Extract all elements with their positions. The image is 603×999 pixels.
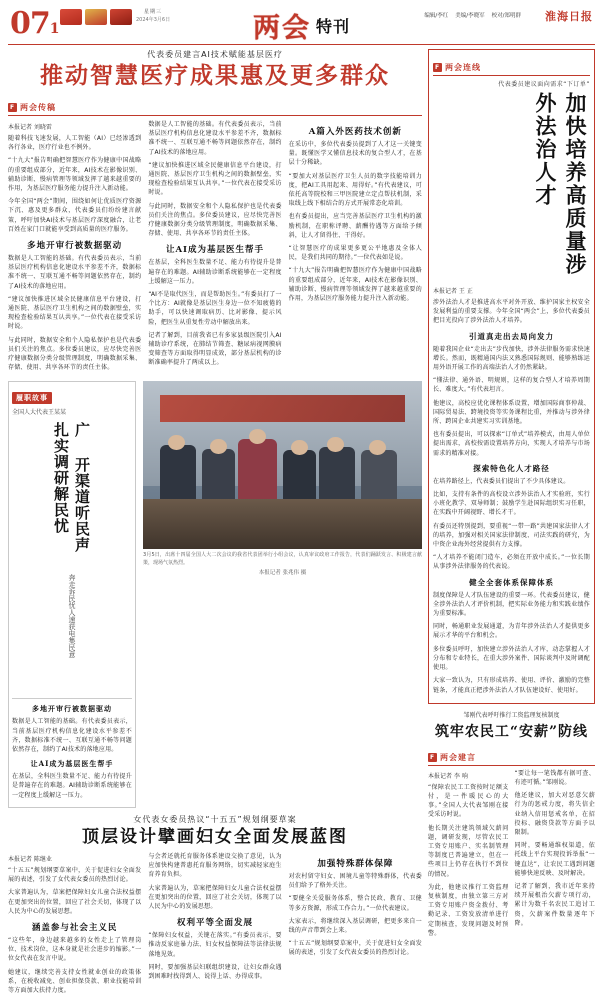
- credit-proofreader: 校对/郑明群: [491, 13, 521, 19]
- credit-editor: 编辑/李红: [424, 13, 449, 19]
- right-byline: 本报记者 王 正: [433, 288, 473, 295]
- paper-logo: 淮海日报: [545, 10, 593, 23]
- paragraph: 在基层，全科医生数量不足、能力有待提升是普遍存在的难题。AI辅助诊断系统能够在一定程度上缓解这一压力。: [12, 773, 132, 799]
- paragraph: 与会者还就托育服务体系建设交换了意见，认为应加快构建普惠托育服务网络，切实减轻家庭生育养育负担。: [148, 852, 282, 879]
- story-title: 广 开渠道听民声 扎实调研解民忧: [52, 422, 91, 554]
- date-block: [136, 8, 170, 24]
- left-zone: [8, 49, 422, 994]
- paragraph: 与此同时，数据安全和个人隐私保护也是代表委员们关注的焦点。多位委员建议，应尽快完善医疗健康数据分类分级管理制度，明确数据采集、存储、使用、共享各环节的责任主体。: [8, 336, 142, 372]
- photo-head: [291, 440, 308, 455]
- paragraph: 也有委员提出，应当完善基层医疗卫生机构的激励机制，在职称评聘、薪酬待遇等方面给予倾斜，让人才留得住、干得好。: [288, 213, 422, 239]
- masthead: [8, 6, 595, 45]
- photo-figure: [361, 450, 397, 502]
- paragraph: “要健全关爱服务体系，整合民政、教育、卫健等多方资源，形成工作合力。”一位代表建议。: [288, 895, 422, 912]
- lead-flagline: [8, 94, 422, 116]
- photo-figure: [238, 439, 277, 503]
- photo-figure: [202, 449, 235, 503]
- right-subhead-3: 健全全套体系保障体系: [469, 577, 554, 587]
- lead-column-2: [148, 120, 281, 376]
- story-box: [8, 381, 136, 807]
- paragraph: “十五五”规划纲要草案中，关于促进妇女全面发展的表述，引发了女代表女委员的热烈讨论。: [8, 866, 142, 884]
- paragraph: “让智慧医疗的成果更多更公平地惠及全体人民，是我们共同的期待。”一位代表如是说。: [288, 245, 422, 262]
- paragraph: 数据是人工智能的基础。有代表委员表示，当前基层医疗机构信息化建设水平参差不齐，数据标准不统一、互联互通不畅等问题依然存在，制约了AI技术的落地应用。: [12, 718, 132, 754]
- paragraph: 也有委员提出，可以探索“订单式”培养模式，由用人单位提出需求，高校按需设置培养方向，实现人才培养与市场需求的精准对接。: [433, 431, 590, 457]
- title-sub-text: 特刊: [315, 17, 351, 36]
- paragraph: 同时，要畅通维权渠道，依托线上平台实现投诉举报“一键直达”，让农民工遇到问题能够快速反映、及时解决。: [514, 842, 595, 877]
- photo-head: [249, 429, 266, 444]
- right-subhead-1: 引道真走出去局向发力: [469, 331, 554, 341]
- paragraph: “十五五”规划纲要草案中，关于促进妇女全面发展的表述，引发了女代表女委员的热烈讨论。: [288, 940, 422, 957]
- photo-head: [210, 439, 227, 454]
- paragraph: 他还建议，加大对恶意欠薪行为的惩戒力度，将失信企业纳入信用惩戒名单，在招投标、融资贷款等方面予以限制。: [514, 792, 595, 836]
- paragraph: 多位委员呼吁，加快建立涉外法治人才库，动态掌握人才分布和专业特长，在重大涉外案件、国际谈判中及时调配使用。: [433, 645, 590, 672]
- page-folio: [10, 6, 59, 41]
- photo-figure: [319, 447, 355, 502]
- masthead-credits: [424, 11, 521, 19]
- paragraph: 与此同时，数据安全和个人隐私保护也是代表委员们关注的焦点。多位委员建议，应尽快完善医疗健康数据分类分级管理制度，明确数据采集、存储、使用、共享各环节的责任主体。: [148, 202, 282, 238]
- paragraph: 数据是人工智能的基础。有代表委员表示，当前基层医疗机构信息化建设水平参差不齐，数据标准不统一、互联互通不畅等问题依然存在，制约了AI技术的落地应用。: [148, 121, 282, 156]
- right-subhead-2: 探索特色化人才路径: [473, 463, 550, 473]
- divider: [12, 698, 132, 699]
- paragraph: “建议加快推进区域全民健康信息平台建设，打通医院、基层医疗卫生机构之间的数据壁垒，实现检查检验结果互认共享。”一位代表在接受采访时说。: [148, 161, 282, 197]
- right-zone: [428, 49, 595, 937]
- flag-mark-icon: F: [429, 753, 436, 761]
- flag-label: 两会建言: [440, 752, 476, 762]
- paragraph: 涉外法治人才是推进高水平对外开放、维护国家主权安全发展利益的重要支撑。今年全国“两会”上，多位代表委员把目光投向了涉外法治人才培养。: [433, 299, 590, 325]
- right-headline: 加快培养高质量涉外法治人才: [533, 92, 588, 276]
- paragraph: “保障妇女权益，关键在落实。”有委员表示，要推动反家庭暴力法、妇女权益保障法等法律法规落地见效。: [148, 932, 282, 958]
- paragraph: 制度保障是人才队伍建设的重要一环。代表委员建议，健全涉外法治人才评价机制，把实际业务能力和实践业绩作为重要标准。: [433, 591, 590, 618]
- lower-subhead-1: 涵盖参与社会主义民: [31, 922, 118, 933]
- credit-designer: 美编/李晓军: [455, 13, 485, 19]
- right-bottom-flagline: [428, 744, 595, 766]
- flag-mark-icon: F: [9, 104, 16, 111]
- lower-subhead-2: 权利平等全面发展: [176, 918, 253, 929]
- paragraph: 大家表示，将继续深入基层调研，把更多来自一线的声音带到会上来。: [288, 917, 422, 934]
- photo-table: [143, 499, 422, 549]
- lower-column-1: [8, 852, 141, 999]
- lower-column-3: [289, 852, 422, 999]
- paragraph: “懂法律、通外语、明规则，这样的复合型人才培养周期长、难度大。”有代表坦言。: [433, 377, 590, 394]
- right-top-article: [428, 49, 595, 704]
- lead-subhead-1: 多地开审行被数据驱动: [27, 241, 123, 252]
- lead-columns: [8, 120, 422, 376]
- lead-subhead-2: 让AI成为基层医生帮手: [165, 245, 265, 256]
- lead-headline: 推动智慧医疗成果惠及更多群众: [40, 62, 390, 89]
- paragraph: 在培养路径上，代表委员们提出了不少具体建议。: [433, 477, 570, 485]
- flag-mark-icon: F: [434, 64, 441, 71]
- paragraph: 随着我国企业“走出去”步伐加快，涉外法律服务需求快速增长。然而，既精通国内法又熟悉国际规则、能够熟练运用外语开展工作的高端法治人才仍然紧缺。: [433, 345, 590, 372]
- national-emblem-icon: [60, 9, 82, 25]
- folio-number: 07: [10, 6, 50, 41]
- paragraph: “AI不是取代医生，而是帮助医生。”有委员打了一个比方：AI就像是基层医生身边一位不知疲倦的助手，可以快速调取病历、比对影像、提示风险，把医生从重复性劳动中解放出来。: [148, 291, 282, 326]
- folio-sub: 1: [49, 21, 59, 37]
- paragraph: 对农村留守妇女、困境儿童等特殊群体，代表委员们给予了格外关注。: [288, 872, 422, 890]
- right-kicker: 代表委员建议面向需求“下订单”: [498, 81, 590, 88]
- lead-kicker: 代表委员建言AI技术赋能基层医疗: [147, 50, 283, 59]
- paragraph: 大家一致认为，只有形成培养、使用、评价、激励的完整链条，才能真正把涉外法治人才队伍建设好、使用好。: [433, 677, 590, 694]
- paragraph: 大家普遍认为，草案把保障妇女儿童合法权益摆在更加突出的位置，回应了社会关切，体现了以人民为中心的发展思想。: [148, 884, 282, 910]
- paragraph: “要让每一笔钱都有据可查、有迹可循。”邹刚说。: [514, 769, 595, 786]
- paragraph: 同时，要加强基层妇联组织建设，让妇女群众遇到困难时找得到人、说得上话、办得成事。: [148, 963, 282, 980]
- lower-kicker: 女代表女委员热议“十五五”规划纲要草案: [133, 814, 297, 824]
- right-bottom-kicker: 邹刚代表呼吁推行工资监理复核制度: [463, 711, 560, 719]
- story-subhead-2: 让AI成为基层医生帮手: [30, 759, 114, 769]
- paragraph: 她建议，继续完善支持女性就业创业的政策体系，在税收减免、创业担保贷款、职业技能培训等方面加大扶持力度。: [8, 968, 142, 994]
- paragraph: 他建议，高校应优化课程体系设置，增加国际商事仲裁、国际贸易法、跨境投资等实务课程比重，并推动与涉外律所、跨国企业共建实习实训基地。: [433, 399, 590, 426]
- paragraph: “这些年，身边越来越多的女性走上了管理岗位、技术岗位，这本身就是社会进步的缩影。”一位女代表在发言中说。: [8, 936, 142, 963]
- paragraph: 比如，支持有条件的高校设立涉外法治人才实验班，实行小班化教学、双导师制；鼓励学生赴国际组织实习任职，在实践中开阔视野、增长才干。: [433, 491, 590, 517]
- paragraph: 在采访中，多位代表委员提到了人才这一关键变量。既懂医学又懂信息技术的复合型人才，在基层十分稀缺。: [288, 141, 422, 167]
- photo-figure: [160, 445, 196, 502]
- paragraph: “人才培养不能闭门造车，必须在开放中成长。”一位长期从事涉外法律服务的代表说。: [433, 554, 590, 571]
- lead-subhead-3: A篇入外医药技术创新: [308, 127, 402, 137]
- paragraph: 大家普遍认为，草案把保障妇女儿童合法权益摆在更加突出的位置，回应了社会关切，体现了以人民为中心的发展思想。: [8, 889, 142, 915]
- paragraph: 在基层，全科医生数量不足、能力有待提升是普遍存在的难题。AI辅助诊断系统能够在一定程度上缓解这一压力。: [148, 259, 282, 285]
- flag-label: 两会传稿: [20, 103, 56, 112]
- paragraph: “十九大”报告明确把智慧医疗作为健康中国战略的重要组成部分，近年来，AI技术在影像识别、辅助诊断、慢病管理等领域发挥了越来越重要的作用，为基层医疗服务能力提升注入新动能。: [8, 157, 142, 193]
- title-main-text: 两会: [252, 13, 311, 44]
- paragraph: 有委员还特别提到，要重视“一带一路”共建国家法律人才的培养，加强对相关国家法律制度、司法实践的研究，为中资企业海外经营提供有力支撑。: [433, 522, 590, 549]
- paragraph: 同时，畅通职业发展通道，为青年涉外法治人才提供更多展示才华的平台和机会。: [433, 623, 590, 640]
- paragraph: 随着科技飞速发展，人工智能（AI）已经渗透到各行各业，医疗行业也不例外。: [8, 135, 142, 152]
- photo-head: [369, 440, 386, 455]
- right-bottom-article: [428, 710, 595, 938]
- photo-head: [327, 437, 344, 452]
- lower-byline: 本报记者 陈继业: [8, 855, 52, 863]
- paragraph: 记者了解到，目前我省已有多家县级医院引入AI辅助诊疗系统，在肺结节筛查、糖尿病视网膜病变筛查等方面取得明显成效，部分基层机构的诊断准确率提升了两成以上。: [148, 331, 282, 367]
- lead-column-1: [8, 120, 141, 376]
- cppcc-emblem-icon: [110, 9, 132, 25]
- lower-column-2: [148, 852, 281, 999]
- story-tag: 履职故事: [12, 392, 52, 404]
- right-bottom-columns: [428, 769, 595, 938]
- paragraph: 他长期关注建筑领域欠薪问题，调研发现，尽管农民工工资专用账户、实名制管理等制度已普遍建立，但在一些项目上仍存在执行不到位的情况。: [428, 824, 509, 878]
- story-subhead-1: 多地开审行被数据驱动: [32, 704, 112, 714]
- photo-credit: 本报记者 张兆伟 摄: [258, 570, 307, 577]
- lower-headline: 顶层设计擘画妇女全面发展蓝图: [82, 826, 348, 847]
- paragraph: “保障农民工工资按时足额支付，是一件暖民心的大事。”全国人大代表邹刚在接受采访时说。: [428, 783, 509, 819]
- story-sub-label: 全国人大代表王某某: [12, 409, 67, 417]
- paragraph: 为此，他建议推行工资监理复核制度，由独立第三方对工资专用账户资金拨付、考勤记录、工资发放清单进行定期核查，发现问题及时预警。: [428, 883, 509, 937]
- lead-byline: 本报记者 刘晓雷: [8, 124, 52, 131]
- photo-block: [143, 381, 422, 807]
- paragraph: 记者了解到，我市近年来持续开展根治欠薪专项行动，累计为数千名农民工追讨工资，欠薪案件数量逐年下降。: [514, 882, 595, 927]
- paragraph: “要加大对基层医疗卫生人员的数字技能培训力度，把AI工具用起来、用得好。”有代表建议，可依托高等院校和三甲医院建立定点帮扶机制，采取线上线下相结合的方式开展常态化培训。: [288, 172, 422, 208]
- flag-label: 两会连线: [445, 63, 481, 72]
- story-side-note: 奔走诉民忧人速获电集民意: [68, 574, 76, 659]
- lead-column-3: [289, 120, 422, 376]
- photo-banner: [160, 395, 406, 422]
- npc-emblem-icon: [85, 9, 107, 25]
- section-flag-lianxian: [433, 62, 481, 73]
- right-bottom-byline: 本报记者 李 响: [428, 772, 468, 780]
- weekday: 星期三: [144, 9, 163, 15]
- section-flag-jianyan: [428, 752, 476, 763]
- paragraph: “建议加快推进区域全民健康信息平台建设，打通医院、基层医疗卫生机构之间的数据壁垒，实现检查检验结果互认共享。”一位代表在接受采访时说。: [8, 295, 142, 331]
- right-bottom-headline: 筑牢农民工“安薪”防线: [434, 723, 589, 740]
- meeting-photo: [143, 381, 422, 549]
- date: 2024年3月6日: [136, 17, 171, 23]
- paragraph: “十九大”报告明确把智慧医疗作为健康中国战略的重要组成部分，近年来，AI技术在影像识别、辅助诊断、慢病管理等领域发挥了越来越重要的作用，为基层医疗服务能力提升注入新动能。: [288, 267, 422, 303]
- page-body: [8, 49, 595, 994]
- special-edition-title: [253, 6, 350, 45]
- right-flagline: [433, 54, 590, 76]
- paragraph: 今年全国“两会”期间，围绕如何让优质医疗资源下沉、惠及更多群众，代表委员们纷纷建言献策，呼吁加快AI技术与基层医疗深度融合，让老百姓在家门口就能享受到高质量的医疗服务。: [8, 198, 142, 233]
- section-flag-liangsh: [8, 102, 56, 113]
- lower-subhead-3: 加强特殊群体保障: [317, 858, 394, 869]
- photo-caption: 3月5日，出席十四届全国人大二次会议的我省代表团举行小组会议，认真审议政府工作报告，代表们踊跃发言、积极建言献策，现场气氛热烈。: [143, 552, 422, 567]
- emblem-group: [60, 9, 132, 25]
- paragraph: 数据是人工智能的基础。有代表委员表示，当前基层医疗机构信息化建设水平参差不齐，数据标准不统一、互联互通不畅等问题依然存在，制约了AI技术的落地应用。: [8, 255, 142, 290]
- photo-figure: [283, 450, 316, 502]
- mid-section: [8, 381, 422, 807]
- lower-columns: [8, 852, 422, 999]
